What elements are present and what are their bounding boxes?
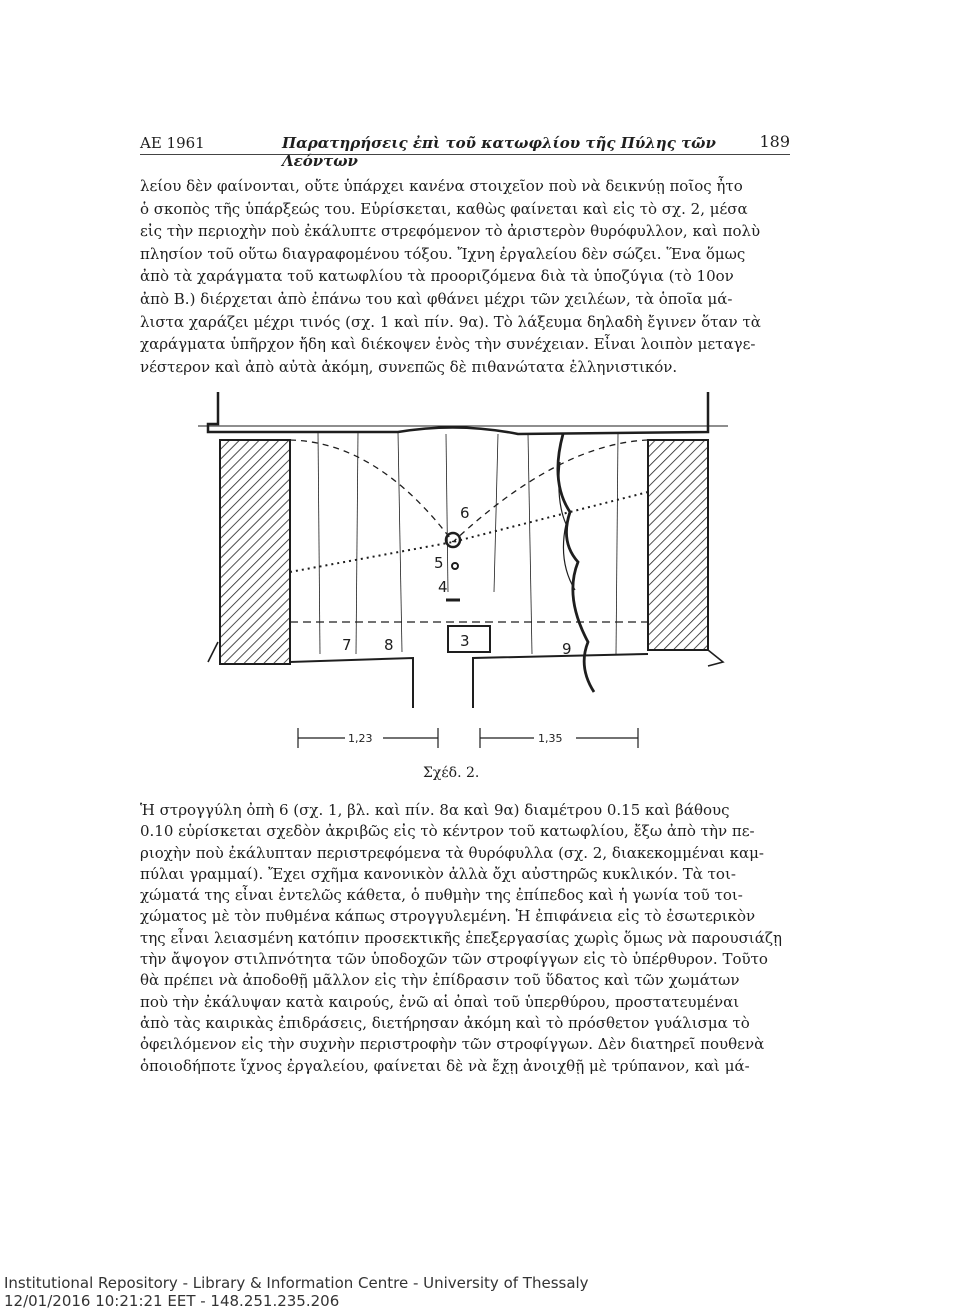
journal-abbrev: ΑΕ 1961 — [140, 134, 205, 152]
hole-label-6: 6 — [460, 504, 470, 522]
text-line: ποὺ τὴν ἐκάλυψαν κατὰ καιρούς, ἐνῶ αἱ ὀπαὶ τοῦ ὑπερθύρου, προστατευμέναι — [140, 992, 740, 1011]
hole-label-3: 3 — [460, 632, 470, 650]
figure-caption: Σχέδ. 2. — [423, 765, 480, 781]
text-line: ὀφειλόμενον εἰς τὴν συχνὴν περιστροφὴν τῶν στροφίγγων. Δὲν διατηρεῖ πουθενὰ — [140, 1035, 765, 1054]
text-line: τὴν ἄψογον στιλπνότητα τῶν ὑποδοχῶν τῶν στροφίγγων εἰς τὸ ὑπέρθυρον. Τοῦτο — [140, 950, 768, 969]
page-number: 189 — [759, 132, 790, 151]
threshold-plan-figure — [198, 392, 728, 760]
area-label-9: 9 — [562, 640, 572, 658]
dimension-right: 1,35 — [538, 732, 563, 745]
running-header — [140, 130, 790, 170]
dimension-left: 1,23 — [348, 732, 373, 745]
text-line: ἀπὸ Β.) διέρχεται ἀπὸ ἐπάνω του καὶ φθάνει μέχρι τῶν χειλέων, τὰ ὁποῖα μά- — [140, 289, 733, 308]
hole-label-5: 5 — [434, 554, 444, 572]
text-line: λείου δὲν φαίνονται, οὔτε ὑπάρχει κανένα στοιχεῖον ποὺ νὰ δεικνύῃ ποῖος ἦτο — [140, 177, 743, 195]
area-label-7: 7 — [342, 636, 352, 654]
text-line: Ἡ στρογγύλη ὀπὴ 6 (σχ. 1, βλ. καὶ πίν. 8α καὶ 9α) διαμέτρου 0.15 καὶ βάθους — [140, 801, 730, 819]
text-line: ἀπὸ τὰς καιρικὰς ἐπιδράσεις, διετήρησαν ἀκόμη καὶ τὸ πρόσθετον γυάλισμα τὸ — [140, 1013, 750, 1032]
paragraph-1 — [140, 175, 790, 378]
header-rule — [140, 154, 790, 155]
text-line: ὁ σκοπὸς τῆς ὑπάρξεώς του. Εὑρίσκεται, καθὼς φαίνεται καὶ εἰς τὸ σχ. 2, μέσα — [140, 199, 748, 218]
paragraph-2 — [140, 800, 790, 1077]
area-label-8: 8 — [384, 636, 394, 654]
text-line: νέστερον καὶ ἀπὸ αὐτὰ ἀκόμη, συνεπῶς δὲ πιθανώτατα ἑλληνιστικόν. — [140, 357, 678, 376]
text-line: χώματος μὲ τὸν πυθμένα κάπως στρογγυλεμένη. Ἡ ἐπιφάνεια εἰς τὸ ἐσωτερικὸν — [140, 907, 756, 926]
text-line: ἀπὸ τὰ χαράγματα τοῦ κατωφλίου τὰ προοριζόμενα διὰ τὰ ὑποζύγια (τὸ 10ον — [140, 267, 734, 286]
text-line: εἰς τὴν περιοχὴν ποὺ ἐκάλυπτε στρεφόμενον τὸ ἀριστερὸν θυρόφυλλον, καὶ πολὺ — [140, 222, 761, 241]
text-line: 0.10 εὑρίσκεται σχεδὸν ἀκριβῶς εἰς τὸ κέντρον τοῦ κατωφλίου, ἔξω ἀπὸ τὴν πε- — [140, 822, 755, 841]
text-line: ὁποιοδήποτε ἴχνος ἐργαλείου, φαίνεται δὲ νὰ ἔχῃ ἀνοιχθῇ μὲ τρύπανον, καὶ μά- — [140, 1056, 750, 1075]
text-line: θὰ πρέπει νὰ ἀποδοθῇ μᾶλλον εἰς τὴν ἐπίδρασιν τοῦ ὕδατος καὶ τῶν χωμάτων — [140, 971, 740, 990]
text-line: χώματά της εἶναι ἐντελῶς κάθετα, ὁ πυθμὴν της ἐπίπεδος καὶ ἡ γωνία τοῦ τοι- — [140, 886, 743, 905]
text-line: χαράγματα ὑπῆρχον ἤδη καὶ διέκοψεν ἑνὸς τὴν συνέχειαν. Εἶναι λοιπὸν μεταγε- — [140, 335, 756, 354]
text-line: ριοχὴν ποὺ ἐκάλυπταν περιστρεφόμενα τὰ θυρόφυλλα (σχ. 2, διακεκομμέναι καμ- — [140, 843, 764, 862]
download-timestamp: 12/01/2016 10:21:21 EET - 148.251.235.206 — [4, 1292, 340, 1310]
text-line: πλησίον τοῦ οὕτω διαγραφομένου τόξου. Ἴχνη ἐργαλείου δὲν σώζει. Ἕνα ὅμως — [140, 244, 746, 263]
repository-footer: Institutional Repository - Library & Information Centre - University of Thessaly — [4, 1274, 589, 1292]
text-line: λιστα χαράζει μέχρι τινός (σχ. 1 καὶ πίν. 9α). Τὸ λάξευμα δηλαδὴ ἔγινεν ὅταν τὰ — [140, 312, 761, 331]
hole-label-4: 4 — [438, 578, 448, 596]
running-title: Παρατηρήσεις ἐπὶ τοῦ κατωφλίου τῆς Πύλης τῶν Λεόντων — [282, 134, 716, 170]
text-line: της εἶναι λειασμένη κατόπιν προσεκτικῆς ἐπεξεργασίας χωρὶς ὅμως νὰ παρουσιάζῃ — [140, 928, 782, 947]
text-line: πύλαι γραμμαί). Ἔχει σχῆμα κανονικὸν ἀλλὰ ὄχι αὐστηρῶς κυκλικόν. Τὰ τοι- — [140, 864, 736, 883]
